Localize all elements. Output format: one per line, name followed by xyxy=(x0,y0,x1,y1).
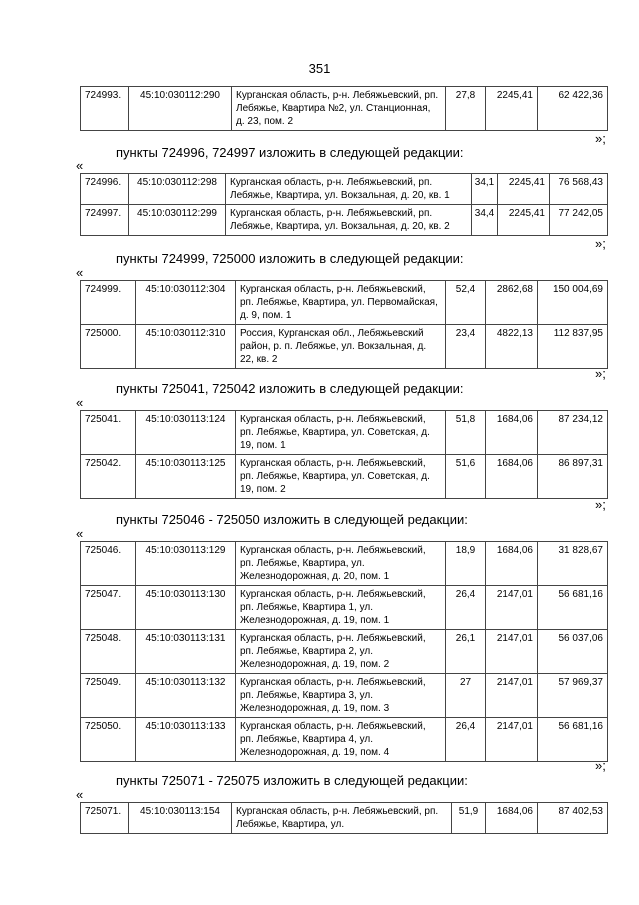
table-row xyxy=(81,718,608,762)
area: 18,9 xyxy=(446,542,486,586)
area: 27,8 xyxy=(446,87,486,131)
address: Курганская область, р-н. Лебяжьевский, рп. Лебяжье, Квартира 1, ул. Железнодорожная, д. 19, пом. 1 xyxy=(236,586,446,630)
row-number: 725042. xyxy=(81,455,136,499)
cadastral-number: 45:10:030112:304 xyxy=(136,281,236,325)
row-number: 724993. xyxy=(81,87,129,131)
cadastral-number: 45:10:030112:298 xyxy=(129,174,226,205)
area: 27 xyxy=(446,674,486,718)
close-quote: »; xyxy=(595,236,606,251)
total: 76 568,43 xyxy=(550,174,608,205)
total: 87 402,53 xyxy=(538,803,608,834)
cadastral-number: 45:10:030112:299 xyxy=(129,205,226,236)
price: 2147,01 xyxy=(486,586,538,630)
price: 2147,01 xyxy=(486,630,538,674)
address: Курганская область, р-н. Лебяжьевский, рп. Лебяжье, Квартира, ул. Вокзальная, д. 20, кв. 1 xyxy=(226,174,472,205)
table-row xyxy=(81,174,608,205)
close-quote: »; xyxy=(595,366,606,381)
row-number: 725071. xyxy=(81,803,129,834)
section-heading: пункты 725071 - 725075 изложить в следующей редакции: xyxy=(116,773,468,788)
open-quote: « xyxy=(76,265,84,280)
price: 2245,41 xyxy=(498,174,550,205)
area: 34,1 xyxy=(472,174,498,205)
close-quote: »; xyxy=(595,497,606,512)
register-table-725071 xyxy=(80,802,608,834)
row-number: 725048. xyxy=(81,630,136,674)
register-table-725046 xyxy=(80,541,608,762)
row-number: 725049. xyxy=(81,674,136,718)
total: 56 681,16 xyxy=(538,586,608,630)
address: Курганская область, р-н. Лебяжьевский, рп. Лебяжье, Квартира 3, ул. Железнодорожная, д. 19, пом. 3 xyxy=(236,674,446,718)
area: 26,4 xyxy=(446,586,486,630)
cadastral-number: 45:10:030113:129 xyxy=(136,542,236,586)
section-heading: пункты 724999, 725000 изложить в следующей редакции: xyxy=(116,251,464,266)
register-table-724993 xyxy=(80,86,608,131)
address: Курганская область, р-н. Лебяжьевский, рп. Лебяжье, Квартира, ул. Советская, д. 19, пом. 2 xyxy=(236,455,446,499)
cadastral-number: 45:10:030113:132 xyxy=(136,674,236,718)
area: 51,6 xyxy=(446,455,486,499)
total: 77 242,05 xyxy=(550,205,608,236)
table-row xyxy=(81,325,608,369)
open-quote: « xyxy=(76,787,84,802)
address: Курганская область, р-н. Лебяжьевский, рп. Лебяжье, Квартира 4, ул. Железнодорожная, д. 19, пом. 4 xyxy=(236,718,446,762)
price: 2147,01 xyxy=(486,674,538,718)
row-number: 725000. xyxy=(81,325,136,369)
total: 112 837,95 xyxy=(538,325,608,369)
table-row xyxy=(81,205,608,236)
row-number: 725050. xyxy=(81,718,136,762)
cadastral-number: 45:10:030113:131 xyxy=(136,630,236,674)
price: 1684,06 xyxy=(486,411,538,455)
close-quote: »; xyxy=(595,131,606,146)
price: 1684,06 xyxy=(486,542,538,586)
close-quote: »; xyxy=(595,758,606,773)
table-row xyxy=(81,586,608,630)
row-number: 724997. xyxy=(81,205,129,236)
total: 56 037,06 xyxy=(538,630,608,674)
address: Курганская область, р-н. Лебяжьевский, рп. Лебяжье, Квартира №2, ул. Станционная, д. 23, пом. 2 xyxy=(232,87,446,131)
table-row xyxy=(81,630,608,674)
area: 23,4 xyxy=(446,325,486,369)
address: Курганская область, р-н. Лебяжьевский, рп. Лебяжье, Квартира 2, ул. Железнодорожная, д. 19, пом. 2 xyxy=(236,630,446,674)
total: 31 828,67 xyxy=(538,542,608,586)
register-table-724999 xyxy=(80,280,608,369)
section-heading: пункты 725041, 725042 изложить в следующей редакции: xyxy=(116,381,464,396)
cadastral-number: 45:10:030113:124 xyxy=(136,411,236,455)
address: Курганская область, р-н. Лебяжьевский, рп. Лебяжье, Квартира, ул. Железнодорожная, д. 20, пом. 1 xyxy=(236,542,446,586)
table-row xyxy=(81,87,608,131)
area: 52,4 xyxy=(446,281,486,325)
register-table-724996 xyxy=(80,173,608,236)
row-number: 724996. xyxy=(81,174,129,205)
open-quote: « xyxy=(76,395,84,410)
cadastral-number: 45:10:030112:290 xyxy=(129,87,232,131)
page-number: 351 xyxy=(308,61,331,76)
address: Курганская область, р-н. Лебяжьевский, рп. Лебяжье, Квартира, ул. Вокзальная, д. 20, кв. 2 xyxy=(226,205,472,236)
price: 1684,06 xyxy=(486,803,538,834)
table-row xyxy=(81,542,608,586)
area: 26,1 xyxy=(446,630,486,674)
total: 150 004,69 xyxy=(538,281,608,325)
address: Курганская область, р-н. Лебяжьевский, рп. Лебяжье, Квартира, ул. Советская, д. 19, пом. 1 xyxy=(236,411,446,455)
open-quote: « xyxy=(76,158,84,173)
section-heading: пункты 725046 - 725050 изложить в следующей редакции: xyxy=(116,512,468,527)
table-row xyxy=(81,674,608,718)
price: 4822,13 xyxy=(486,325,538,369)
address: Курганская область, р-н. Лебяжьевский, рп. Лебяжье, Квартира, ул. Первомайская, д. 9, пом. 1 xyxy=(236,281,446,325)
cadastral-number: 45:10:030113:125 xyxy=(136,455,236,499)
cadastral-number: 45:10:030112:310 xyxy=(136,325,236,369)
area: 26,4 xyxy=(446,718,486,762)
price: 2245,41 xyxy=(498,205,550,236)
total: 57 969,37 xyxy=(538,674,608,718)
cadastral-number: 45:10:030113:130 xyxy=(136,586,236,630)
row-number: 725046. xyxy=(81,542,136,586)
total: 56 681,16 xyxy=(538,718,608,762)
total: 62 422,36 xyxy=(538,87,608,131)
area: 51,9 xyxy=(452,803,486,834)
row-number: 725047. xyxy=(81,586,136,630)
total: 86 897,31 xyxy=(538,455,608,499)
table-row xyxy=(81,455,608,499)
table-row xyxy=(81,411,608,455)
price: 1684,06 xyxy=(486,455,538,499)
table-row xyxy=(81,803,608,834)
section-heading: пункты 724996, 724997 изложить в следующей редакции: xyxy=(116,145,464,160)
price: 2147,01 xyxy=(486,718,538,762)
price: 2862,68 xyxy=(486,281,538,325)
cadastral-number: 45:10:030113:154 xyxy=(129,803,232,834)
address: Курганская область, р-н. Лебяжьевский, рп. Лебяжье, Квартира, ул. xyxy=(232,803,452,834)
area: 34,4 xyxy=(472,205,498,236)
row-number: 724999. xyxy=(81,281,136,325)
register-table-725041 xyxy=(80,410,608,499)
table-row xyxy=(81,281,608,325)
open-quote: « xyxy=(76,526,84,541)
price: 2245,41 xyxy=(486,87,538,131)
row-number: 725041. xyxy=(81,411,136,455)
address: Россия, Курганская обл., Лебяжьевский район, р. п. Лебяжье, ул. Вокзальная, д. 22, кв. 2 xyxy=(236,325,446,369)
total: 87 234,12 xyxy=(538,411,608,455)
cadastral-number: 45:10:030113:133 xyxy=(136,718,236,762)
area: 51,8 xyxy=(446,411,486,455)
